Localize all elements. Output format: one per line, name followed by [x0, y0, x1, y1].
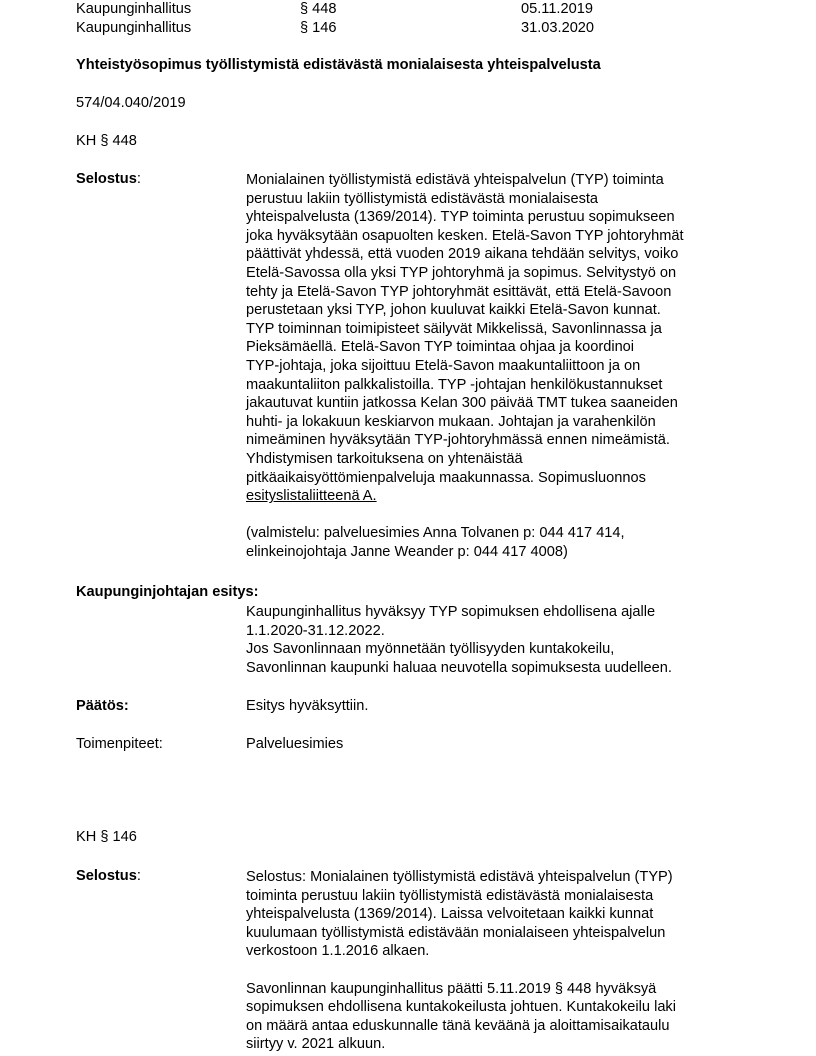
- reference-number: 574/04.040/2019: [76, 95, 186, 111]
- body-line: joka hyväksytään osapuolten kesken. Etelä-Savon TYP johtoryhmät: [246, 227, 684, 244]
- selostus-label-colon: :: [136, 868, 141, 884]
- selostus-label-146: [76, 868, 141, 884]
- body-line: TYP toiminnan toimipisteet säilyvät Mikkelissä, Savonlinnassa ja: [246, 320, 662, 337]
- proposal-line: 1.1.2020-31.12.2022.: [246, 622, 385, 639]
- proposal-label: Kaupunginjohtajan esitys:: [76, 584, 259, 600]
- header-row: [76, 19, 776, 37]
- selostus-label-text: Selostus: [76, 868, 137, 884]
- body-line: siirtyy v. 2021 alkuun.: [246, 1036, 386, 1053]
- body-line: yhteispalvelusta (1369/2014). TYP toiminta perustuu sopimukseen: [246, 209, 675, 226]
- header-section: § 146: [300, 20, 337, 36]
- body-line: jakautuvat kuntiin jatkossa Kelan 300 päivää TMT tukea saaneiden: [246, 395, 678, 412]
- selostus-label-448: [76, 171, 141, 187]
- body-line: huhti- ja lokakuun keskiarvon mukaan. Johtajan ja varahenkilön: [246, 413, 656, 430]
- header-date: 05.11.2019: [521, 1, 593, 17]
- body-line: TYP-johtaja, joka sijoittuu Etelä-Savon maakuntaliittoon ja on: [246, 357, 641, 374]
- body-line: pitkäaikaisyöttömienpalveluja maakunnassa. Sopimusluonnos: [246, 469, 646, 486]
- selostus-body-448: [246, 171, 746, 561]
- selostus-body-146: [246, 868, 746, 1054]
- body-line: Monialainen työllistymistä edistävä yhteispalvelun (TYP) toiminta: [246, 172, 664, 188]
- body-line: päättivät yhdessä, että vuoden 2019 aikana tehdään selvitys, voiko: [246, 246, 679, 263]
- proposal-body: [246, 603, 746, 677]
- body-line: Savonlinnan kaupunginhallitus päätti 5.11.2019 § 448 hyväksyä: [246, 980, 657, 997]
- body-line: perustetaan yksi TYP, johon kuuluvat kaikki Etelä-Savon kunnat.: [246, 302, 661, 319]
- selostus-label-text: Selostus: [76, 171, 137, 187]
- proposal-line: Jos Savonlinnaan myönnetään työllisyyden kuntakokeilu,: [246, 641, 615, 658]
- decision-text: Esitys hyväksyttiin.: [246, 698, 369, 714]
- body-line: maakuntaliiton palkkalistoilla. TYP -johtajan henkilökustannukset: [246, 376, 663, 393]
- header-date: 31.03.2020: [521, 20, 595, 36]
- header-body: Kaupunginhallitus: [76, 1, 192, 17]
- preparer-line: elinkeinojohtaja Janne Weander p: 044 417 4008): [246, 543, 568, 560]
- attachment-link[interactable]: esityslistaliitteenä A.: [246, 488, 377, 505]
- preparer-line: (valmistelu: palveluesimies Anna Tolvanen p: 044 417 414,: [246, 525, 625, 542]
- proposal-line: Savonlinnan kaupunki haluaa neuvotella sopimuksesta uudelleen.: [246, 659, 672, 676]
- document-title: Yhteistyösopimus työllistymistä edistävästä monialaisesta yhteispalvelusta: [76, 57, 601, 73]
- body-line: kuulumaan työllistymistä edistävään monialaiseen yhteispalvelun: [246, 924, 666, 941]
- body-line: tehty ja Etelä-Savon TYP johtoryhmät esittävät, että Etelä-Savoon: [246, 283, 672, 300]
- body-line: nimeäminen hyväksytään TYP-johtoryhmässä ennen nimeämistä.: [246, 432, 670, 449]
- body-line: sopimuksen ehdollisena kuntakokeilusta johtuen. Kuntakokeilu laki: [246, 999, 676, 1016]
- decision-label: Päätös:: [76, 698, 129, 714]
- header-section: § 448: [300, 1, 337, 17]
- body-line: Yhdistymisen tarkoituksena on yhtenäistää: [246, 450, 523, 467]
- proposal-line: Kaupunginhallitus hyväksyy TYP sopimuksen ehdollisena ajalle: [246, 604, 656, 620]
- measures-label: Toimenpiteet:: [76, 736, 163, 752]
- body-line: Etelä-Savossa olla yksi TYP johtoryhmä ja sopimus. Selvitystyö on: [246, 264, 677, 281]
- body-line: yhteispalvelusta (1369/2014). Laissa velvoitetaan kaikki kunnat: [246, 906, 654, 923]
- body-line: Selostus: Monialainen työllistymistä edistävä yhteispalvelun (TYP): [246, 869, 673, 885]
- body-line: on määrä antaa eduskunnalle tänä keväänä ja aloittamisaikataulu: [246, 1017, 670, 1034]
- body-line: perustuu lakiin työllistymistä edistävästä monialaisesta: [246, 190, 599, 207]
- header-body: Kaupunginhallitus: [76, 20, 192, 36]
- section-heading-448: KH § 448: [76, 133, 137, 149]
- header-row: [76, 0, 776, 18]
- body-line: verkostoon 1.1.2016 alkaen.: [246, 943, 430, 960]
- selostus-label-colon: :: [136, 171, 141, 187]
- body-line: Pieksämäellä. Etelä-Savon TYP toimintaa ohjaa ja koordinoi: [246, 339, 635, 356]
- measures-text: Palveluesimies: [246, 736, 344, 752]
- section-heading-146: KH § 146: [76, 829, 137, 845]
- body-line: toiminta perustuu lakiin työllistymistä edistävästä monialaisesta: [246, 887, 654, 904]
